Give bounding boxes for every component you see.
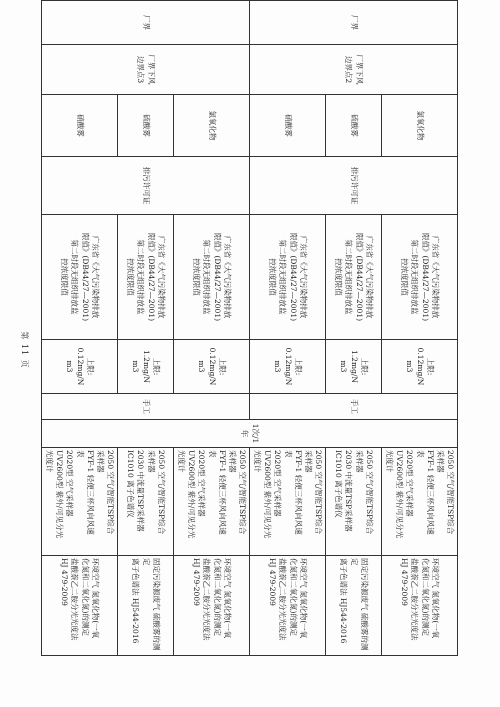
limit-cell: 上限: 1.2mg/N m3: [326, 340, 382, 394]
basis-cell: 排污许可证: [42, 157, 250, 215]
table-row: [382, 1, 458, 656]
analysis-method-cell: 环境空气 氮氧化物(一氧 化氮和二氧化氮)的测定 盐酸萘乙二胺分光光度法 HJ 479-2009: [42, 556, 118, 656]
instrument-cell: 2050 空气/智能TSP综合 采样器 FYF-1 轻便三杯风向风速 表 2020型 空气采样器 UV2600型 紫外/可见分光 光度计: [382, 448, 458, 556]
standard-cell: 广东省《大气污染物排放 限值》(DB44/27—2001) 第二时段无组织排放监 控浓度限值: [118, 215, 174, 340]
analysis-method-cell: 固定污染源废气 硫酸雾的测定 离子色谱法 HJ544-2016: [326, 556, 382, 656]
analysis-method-cell: 固定污染源废气 硫酸雾的测定 离子色谱法 HJ544-2016: [118, 556, 174, 656]
analysis-method-cell: 环境空气 氮氧化物(一氧 化氮和二氧化氮)的测定 盐酸萘乙二胺分光光度法 HJ 479-2009: [382, 556, 458, 656]
analysis-method-cell: 环境空气 氮氧化物(一氧 化氮和二氧化氮)的测定 盐酸萘乙二胺分光光度法 HJ 479-2009: [250, 556, 326, 656]
instrument-cell: 2050 空气/智能TSP综合 采样器 FYF-1 轻便三杯风向风速 表 2020型 空气采样器 UV2600型 紫外/可见分光 光度计: [174, 448, 250, 556]
pollutant-cell: 硝酸雾: [250, 95, 326, 157]
standard-cell: 广东省《大气污染物排放 限值》(DB44/27—2001) 第二时段无组织排放监 控浓度限值: [250, 215, 326, 340]
area-cell: 厂界: [42, 1, 250, 45]
method-cell: 手工: [250, 394, 458, 420]
limit-cell: 上限: 0.12mg/N m3: [42, 340, 118, 394]
instrument-cell: 2050 空气/智能TSP综合 采样器 2030 中流量TSP采样器 IC1010 离子色谱仪: [118, 448, 174, 556]
table-row: [326, 1, 382, 656]
table-row: [174, 1, 250, 656]
table-row: [118, 1, 174, 656]
standard-cell: 广东省《大气污染物排放 限值》(DB44/27—2001) 第二时段无组织排放监 控浓度限值: [382, 215, 458, 340]
pollutant-cell: 硝酸雾: [42, 95, 118, 157]
instrument-cell: 2050 空气/智能TSP综合 采样器 FYF-1 轻便三杯风向风速 表 2020型 空气采样器 UV2600型 紫外/可见分光 光度计: [42, 448, 118, 556]
monitoring-point-cell: 厂界下风 边界点3: [42, 45, 250, 95]
method-cell: 手工: [42, 394, 250, 420]
page-number: 第 11 页: [20, 331, 29, 369]
limit-cell: 上限: 0.12mg/N m3: [174, 340, 250, 394]
table-row: [250, 1, 326, 656]
standard-cell: 广东省《大气污染物排放 限值》(DB44/27—2001) 第二时段无组织排放监 控浓度限值: [174, 215, 250, 340]
limit-cell: 上限: 0.12mg/N m3: [382, 340, 458, 394]
table-row: [42, 1, 118, 656]
pollutant-cell: 氯氧化物: [382, 95, 458, 157]
instrument-cell: 2050 空气/智能TSP综合 采样器 FYF-1 轻便三杯风向风速 表 2020型 空气采样器 UV2600型 紫外/可见分光 光度计: [250, 448, 326, 556]
monitoring-point-cell: 厂界下风 边界点2: [250, 45, 458, 95]
limit-cell: 上限: 1.2mg/N m3: [118, 340, 174, 394]
pollutant-cell: 硫酸雾: [326, 95, 382, 157]
standard-cell: 广东省《大气污染物排放 限值》(DB44/27—2001) 第二时段无组织排放监 控浓度限值: [42, 215, 118, 340]
basis-cell: 排污许可证: [250, 157, 458, 215]
monitoring-table: [41, 0, 458, 656]
rotated-content: [12, 0, 488, 707]
standard-cell: 广东省《大气污染物排放 限值》(DB44/27—2001) 第二时段无组织排放监 控浓度限值: [326, 215, 382, 340]
analysis-method-cell: 环境空气 氮氧化物(一氧 化氮和二氧化氮)的测定 盐酸萘乙二胺分光光度法 HJ 479-2009: [174, 556, 250, 656]
frequency-cell: 1次/1 年: [42, 420, 458, 448]
pollutant-cell: 氯氧化物: [174, 95, 250, 157]
instrument-cell: 2050 空气/智能TSP综合 采样器 2030 中流量TSP采样器 IC1010 离子色谱仪: [326, 448, 382, 556]
area-cell: 厂界: [250, 1, 458, 45]
pollutant-cell: 硫酸雾: [118, 95, 174, 157]
limit-cell: 上限: 0.12mg/N m3: [250, 340, 326, 394]
